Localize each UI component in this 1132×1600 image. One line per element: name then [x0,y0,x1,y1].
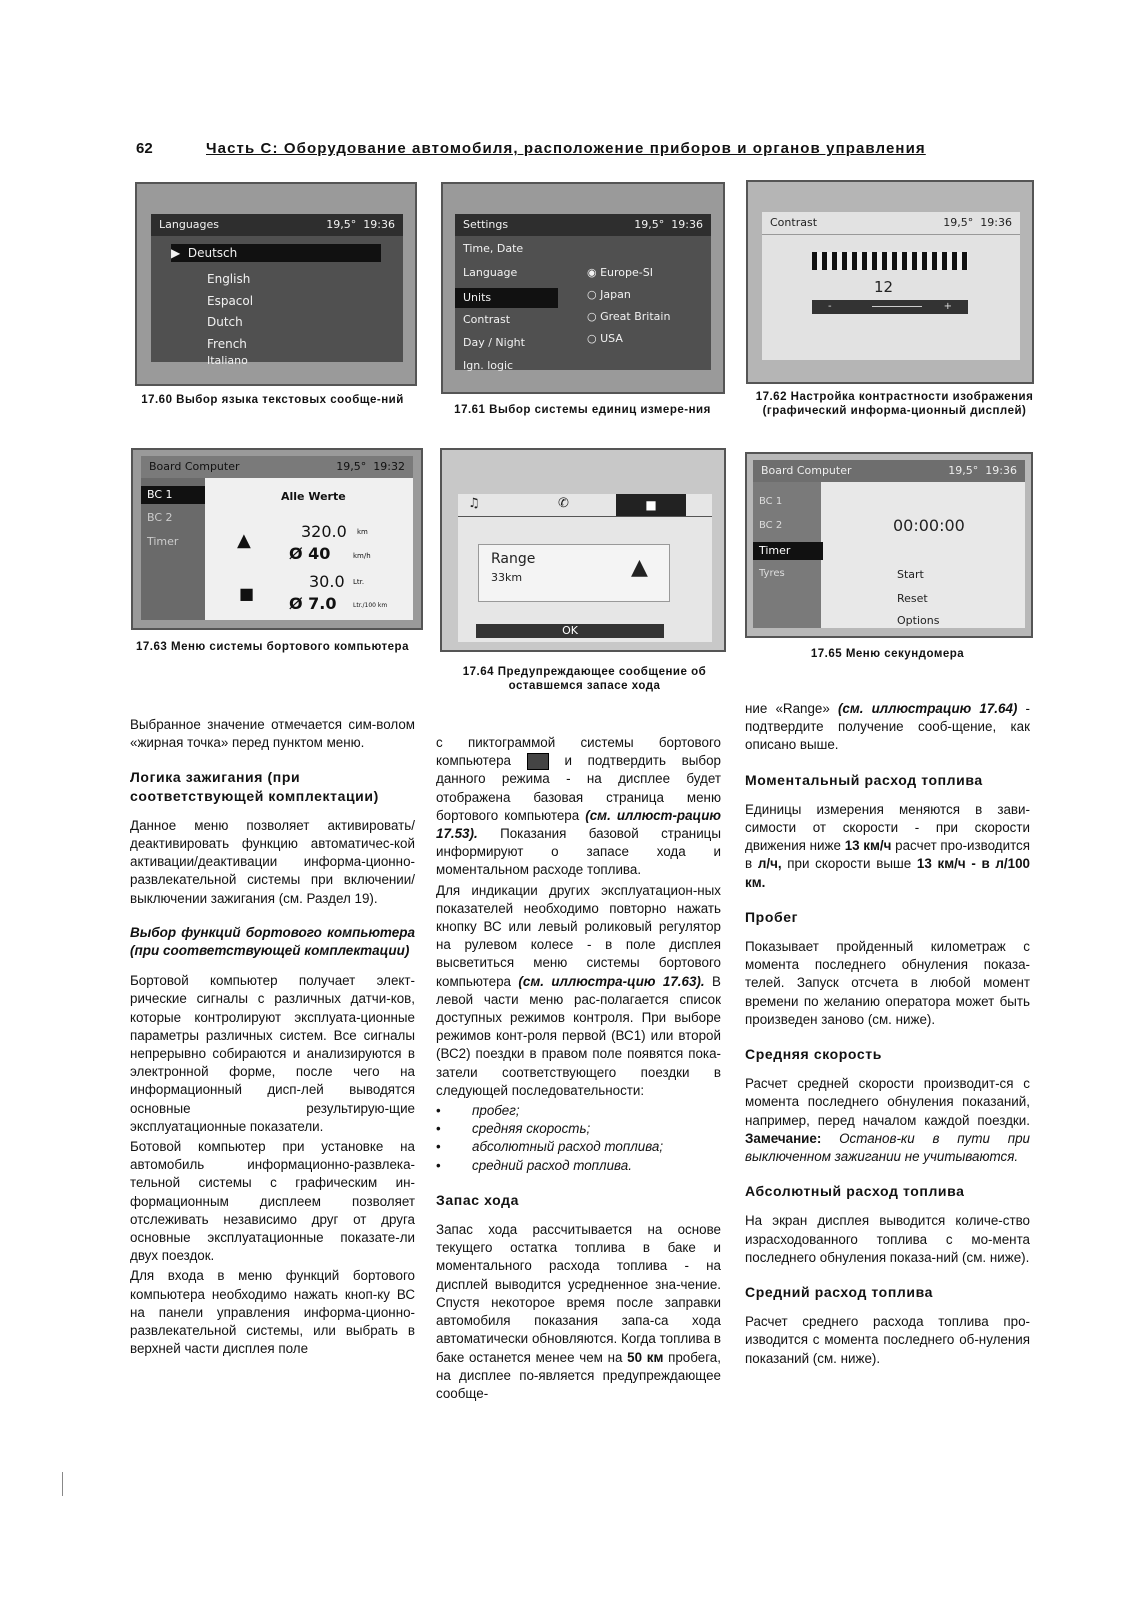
paragraph: Показывает пройденный километраж с момента последнего обнуления показа-телей. Запуск отсчета в любой момент времени по желанию оператора может быть произведен заново (см. ниже). [745,939,1030,1027]
language-item: French [207,337,247,351]
figure-caption: 17.65 Меню секундомера [810,648,965,660]
list-item: • средний расход топлива. [436,1157,721,1175]
paragraph: Выбранное значение отмечается сим-волом «жирная точка» перед пунктом меню. [130,717,415,751]
section-heading: Абсолютный расход топлива [745,1183,965,1200]
options-action[interactable]: Options [897,614,940,627]
tab-bar [458,494,712,517]
margin-mark [62,1472,63,1496]
text-run: пробега, на дисплее по-является предупреждающее сообще- [436,1349,721,1401]
option-label: Europe-SI [600,266,653,279]
option-label: Japan [600,288,631,301]
page-number: 62 [136,140,153,157]
menu-item: BC 1 [759,496,783,507]
radio-icon: ○ [587,332,597,345]
board-computer-title: Board Computer [149,460,240,473]
menu-item: Tyres [759,568,785,579]
text-run: с пиктограммой системы бортового компьютера [436,735,721,769]
paragraph: На экран дисплея выводится количе-ство израсходованного топлива с мо-мента последнего обнуления показа-ний (см. ниже). [745,1213,1030,1265]
section-heading: Запас хода [436,1191,519,1208]
clock: 19:36 [671,218,703,231]
settings-title: Settings [463,218,509,231]
car-tab-icon[interactable]: ■ [616,494,686,516]
text-run: 13 км/ч [844,838,892,854]
ok-label: OK [562,624,578,637]
text-column-2 [436,734,721,1405]
reset-action[interactable]: Reset [897,592,928,605]
music-tab-icon[interactable]: ♫ [468,496,480,511]
board-computer-title: Board Computer [761,464,852,477]
menu-item-selected: Units [455,288,558,308]
language-label: Deutsch [187,246,238,260]
language-item: Espacol [207,294,254,308]
temperature: 19,5° [948,464,979,477]
language-item: Italiano [207,354,248,367]
play-arrow-icon: ▶ [171,246,181,260]
fuel-pump-icon: ■ [239,584,255,603]
text-run: Для индикации других эксплуатацион-ных показателей необходимо повторно нажать кнопку ВС или левый роликовый регулятор на рулевом колесе - в поле дисплея высветиться меню системы бортового компьютера [436,882,721,989]
option-item [587,332,623,345]
text-run: расчет про-изводится в [745,838,1030,872]
avg-speed-unit: km/h [353,552,371,560]
option-item [587,266,653,279]
paragraph [436,734,721,880]
text-run: ние «Range» [745,701,830,716]
language-item: English [207,272,251,286]
screenshot-languages [135,182,417,386]
contrast-title: Contrast [770,216,818,229]
fuel-used-unit: Ltr. [353,578,365,586]
range-label: Range [491,551,536,567]
ok-button[interactable] [476,624,664,638]
text-run: - подтвердите получение сооб-щение, как описано выше. [745,701,1030,753]
section-heading: Средний расход топлива [745,1284,934,1301]
menu-item: Day / Night [463,336,525,349]
avg-consumption-unit: Ltr./100 km [353,602,388,609]
radio-selected-icon: ◉ [587,266,597,279]
radio-icon: ○ [587,288,597,301]
text-run: Расчет средней скорости производит-ся с момента последнего обнуления показаний, например, перед началом каждой поездки. [745,1076,1030,1128]
paragraph [745,801,1030,892]
paragraph [436,1221,721,1403]
menu-item-selected: BC 1 [141,486,205,504]
contrast-pattern [812,252,968,270]
screenshot-stopwatch [745,452,1033,638]
temperature: 19,5° [336,460,367,473]
board-computer-icon [527,753,549,770]
text-run: 13 км/ч - в л/100 км. [745,856,1030,890]
text-run: Запас хода рассчитывается на основе текущего остатка топлива в баке и моментального расхода топлива - на дисплей выводится усредненное зна-чение. Спустя некоторое время после заправки автомобиля показания запа-са хода автоматически обновляются. Когда топлива в баке останется менее чем на [436,1222,721,1365]
section-heading: Логика зажигания (при соответствующей комплектации) [130,769,379,804]
menu-item: BC 2 [759,520,783,531]
figure-caption: 17.61 Выбор системы единиц измере-ния [454,404,711,416]
menu-item: Timer [147,535,179,548]
figure-caption: 17.64 Предупреждающее сообщение об оставшемся запасе хода [462,666,707,692]
screenshot-board-computer [131,448,423,630]
text-run: Единицы измерения меняются в зави-симости от скорости - при скорости движения ниже [745,801,1030,854]
figure-reference: (см. иллюст-рацию 17.53). [436,807,721,842]
road-icon: ▲ [237,530,251,551]
text-run: л/ч, [757,856,782,872]
menu-item: Ign. logic [463,359,514,372]
paragraph [745,1075,1030,1166]
paragraph: Ботовой компьютер при установке на автомобиль информационно-развлека-тельной системы с графическим ин-формационным дисплеем позволяет отслеживать независимо друг от друга основные эксплуатационные показате-ли двух поездок. [130,1139,415,1264]
phone-tab-icon[interactable]: ✆ [558,496,569,511]
display-titlebar [151,214,403,236]
option-label: Great Britain [600,310,671,323]
text-run: В левой части меню рас-полагается список доступных режимов контроля. При выборе режимов конт-роля первой (ВС1) или второй (ВС2) поездки в правом поле появятся пока-затели соответствующего поездки в следующей последовательности: [436,973,721,1098]
range-value: 33km [491,571,523,584]
figure-caption: 17.60 Выбор языка текстовых сообще-ний [141,394,404,406]
fuel-used-value: 30.0 [309,572,345,591]
list-item: • средняя скорость; [436,1120,721,1138]
paragraph: Данное меню позволяет активировать/деактивировать функцию автоматичес-кой активации/деактивации информа-ционно-развлекательной системы при включении/выключении зажигания (см. Раздел 19). [130,817,415,906]
screenshot-settings [441,182,725,394]
language-item-selected [171,244,381,262]
language-item: Dutch [207,315,243,329]
option-item [587,288,631,301]
warning-box [478,544,670,602]
list-item: • абсолютный расход топлива; [436,1138,721,1156]
text-column-1 [130,716,415,1361]
clock: 19:36 [980,216,1012,229]
paragraph: Расчет среднего расхода топлива про-изводится с момента последнего об-нуления показаний (см. ниже). [745,1314,1030,1366]
figure-caption: 17.62 Настройка контрастности изображения (графический информа-ционный дисплей) [755,391,1034,417]
timer-display: 00:00:00 [893,516,965,535]
bullet-list [436,1102,721,1175]
paragraph: Бортовой компьютер получает элект-рические сигналы с различных датчи-ков, которые контролируют эксплуата-ционные параметры различных систем. Все сигналы непрерывно собираются и анализируются в электронной форме, после чего на информационный дисп-лей выводятся основные результирую-щие эксплуатационные показатели. [130,973,415,1134]
figure-reference: (см. иллюстра-цию 17.63). [518,973,705,989]
text-run: 50 км [627,1349,664,1365]
figure-caption: 17.63 Меню системы бортового компьютера [136,641,409,653]
menu-item-selected: Timer [753,542,823,560]
menu-item: Language [463,266,518,279]
fuel-pump-icon: ▲ [631,555,648,580]
text-run: и подтвердить выбор данного режима - на дисплее будет отображена базовая страница меню бортового компьютера [436,753,721,823]
paragraph: Для входа в меню функций бортового компьютера необходимо нажать кноп-ку ВС на панели управления информа-ционно-развлекательной системы, или выбрать в верхней части дисплея поле [130,1268,415,1357]
screenshot-contrast [746,180,1034,384]
text-run: Показания базовой страницы информируют о запасе хода и моментальном расходе топлива. [436,826,721,878]
clock: 19:36 [363,218,395,231]
paragraph [745,700,1030,755]
figure-reference: (см. иллюстрацию 17.64) [837,701,1018,716]
slider-track [872,306,922,307]
paragraph [436,882,721,1100]
distance-unit: km [357,528,368,536]
screenshot-range-warning [440,448,726,652]
temperature: 19,5° [943,216,974,229]
minus-sign: - [828,301,832,312]
avg-consumption-value: Ø 7.0 [289,594,337,613]
section-heading: Моментальный расход топлива [745,771,983,788]
menu-item: Time, Date [463,242,524,255]
section-heading: Выбор функций бортового компьютера (при соответствующей комплектации) [130,924,415,959]
page-title: Часть С: Оборудование автомобиля, расположение приборов и органов управления [206,140,926,157]
contrast-slider[interactable] [812,300,968,314]
clock: 19:36 [985,464,1017,477]
menu-item: BC 2 [147,511,173,524]
temperature: 19,5° [634,218,665,231]
option-item [587,310,670,323]
menu-item: Contrast [463,313,511,326]
start-action[interactable]: Start [897,568,924,581]
text-run: при скорости выше [787,856,912,872]
section-heading: Пробег [745,908,799,925]
languages-title: Languages [159,218,220,231]
text-run: Замечание: [745,1130,822,1146]
list-item: • пробег; [436,1102,721,1120]
option-label: USA [600,332,623,345]
plus-sign: + [943,301,952,312]
temperature: 19,5° [326,218,357,231]
contrast-value: 12 [874,278,894,296]
radio-icon: ○ [587,310,597,323]
clock: 19:32 [373,460,405,473]
distance-value: 320.0 [301,522,347,541]
text-column-3 [745,700,1030,1370]
text-run: Останов-ки в пути при выключенном зажигании не учитываются. [745,1130,1030,1165]
values-heading: Alle Werte [281,490,346,503]
section-heading: Средняя скорость [745,1046,882,1063]
avg-speed-value: Ø 40 [289,544,331,563]
